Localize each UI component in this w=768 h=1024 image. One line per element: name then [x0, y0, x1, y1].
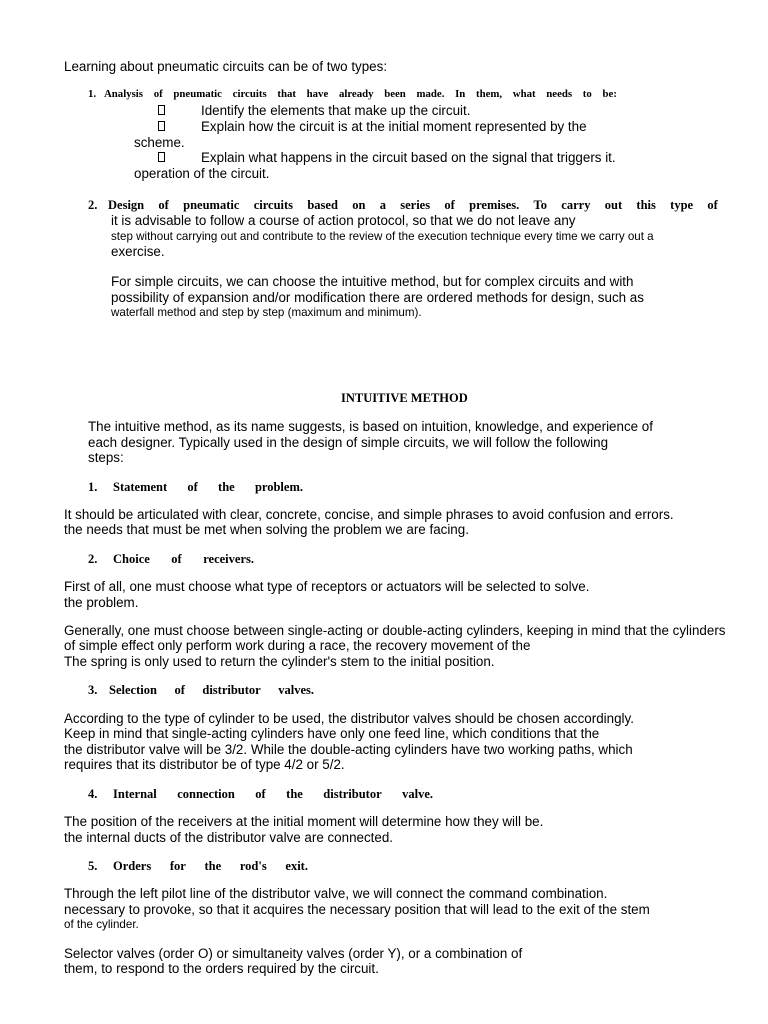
type2-heading [108, 197, 718, 213]
missing-glyph-bullet-icon [158, 121, 165, 131]
heading-word: exit. [285, 859, 308, 873]
heading-word: on [352, 198, 366, 212]
body-line: requires that its distributor be of type 4/2 or 5/2. [64, 757, 345, 772]
body-line: the distributor valve will be 3/2. While the double-acting cylinders have two working paths, which [64, 742, 633, 757]
step-heading [113, 479, 303, 495]
heading-word: been [384, 88, 406, 100]
body-line: Generally, one must choose between single-acting or double-acting cylinders, keeping in mind that the cylinders [64, 623, 726, 638]
body-line: it is advisable to follow a course of action protocol, so that we do not leave any [111, 213, 576, 228]
heading-word: premises. [469, 198, 520, 212]
body-line: step without carrying out and contribute to the review of the execution technique every time we carry out a [111, 230, 654, 243]
heading-word: them, [476, 88, 503, 100]
heading-word: distributor [202, 683, 261, 697]
heading-word: for [169, 859, 186, 873]
heading-word: carry [561, 198, 591, 212]
heading-word: circuits [253, 198, 294, 212]
body-line: According to the type of cylinder to be used, the distributor valves should be chosen accordingly. [64, 711, 634, 726]
heading-word: valves. [278, 683, 314, 697]
heading-word: type [670, 198, 694, 212]
heading-word: of [187, 480, 198, 494]
heading-word: of [158, 198, 169, 212]
heading-word: of [255, 787, 266, 801]
heading-word: Selection [109, 683, 157, 697]
body-line: For simple circuits, we can choose the intuitive method, but for complex circuits and with [111, 274, 634, 289]
heading-word: connection [177, 787, 235, 801]
heading-word: of [707, 198, 718, 212]
heading-word: the [218, 480, 235, 494]
body-line: waterfall method and step by step (maximum and minimum). [111, 306, 422, 319]
heading-word: out [604, 198, 623, 212]
intro-text: Learning about pneumatic circuits can be of two types: [64, 59, 388, 74]
heading-word: to [582, 88, 592, 100]
heading-word: Internal [113, 787, 157, 801]
step-number: 2. [88, 552, 98, 566]
section-title: INTUITIVE METHOD [341, 391, 468, 405]
step-heading [113, 858, 308, 874]
body-line: the problem. [64, 595, 139, 610]
heading-word: made. [416, 88, 445, 100]
heading-word: Choice [113, 552, 150, 566]
body-line: The intuitive method, as its name suggests, is based on intuition, knowledge, and experience of [88, 419, 653, 434]
step-heading [109, 682, 314, 698]
body-line: Through the left pilot line of the distributor valve, we will connect the command combination. [64, 886, 608, 901]
heading-word: pneumatic [183, 198, 240, 212]
body-line: of simple effect only perform work during a race, the recovery movement of the [64, 638, 531, 653]
body-line: Selector valves (order O) or simultaneity valves (order Y), or a combination of [64, 946, 523, 961]
heading-word: needs [546, 88, 573, 100]
heading-word: of [444, 198, 455, 212]
body-line: necessary to provoke, so that it acquires the necessary position that will lead to the exit of the stem [64, 902, 650, 917]
heading-word: that [277, 88, 296, 100]
heading-word: the [286, 787, 303, 801]
heading-word: of [153, 88, 163, 100]
heading-word: this [636, 198, 656, 212]
body-line: First of all, one must choose what type of receptors or actuators will be selected to solve. [64, 579, 590, 594]
type2-number: 2. [88, 198, 98, 212]
bullet-text: Explain what happens in the circuit based on the signal that triggers it. [201, 150, 616, 165]
heading-word: Design [108, 198, 145, 212]
missing-glyph-bullet-icon [158, 152, 165, 162]
heading-word: Analysis [104, 88, 144, 100]
heading-word: based [307, 198, 338, 212]
body-line: possibility of expansion and/or modification there are ordered methods for design, such as [111, 290, 644, 305]
heading-word: of [171, 552, 182, 566]
body-line: the needs that must be met when solving the problem we are facing. [64, 522, 469, 537]
body-line: them, to respond to the orders required by the circuit. [64, 961, 379, 976]
heading-word: Statement [113, 480, 168, 494]
body-line: the internal ducts of the distributor valve are connected. [64, 830, 394, 845]
heading-word: be: [602, 88, 617, 100]
heading-word: what [512, 88, 536, 100]
heading-word: a [379, 198, 386, 212]
heading-word: rod's [239, 859, 267, 873]
heading-word: valve. [402, 787, 433, 801]
heading-word: of [174, 683, 185, 697]
step-number: 3. [88, 683, 98, 697]
body-line: exercise. [111, 244, 165, 259]
body-line: Keep in mind that single-acting cylinders have only one feed line, which conditions that the [64, 726, 600, 741]
type1-heading [104, 86, 617, 102]
step-heading [113, 551, 254, 567]
type1-number: 1. [88, 88, 97, 100]
heading-word: pneumatic [173, 88, 222, 100]
bullet-text: Identify the elements that make up the circuit. [201, 103, 471, 118]
heading-word: already [338, 88, 374, 100]
body-line: each designer. Typically used in the design of simple circuits, we will follow the following [88, 435, 609, 450]
heading-word: In [455, 88, 466, 100]
step-number: 1. [88, 480, 98, 494]
heading-word: the [204, 859, 222, 873]
body-line: of the cylinder. [64, 918, 139, 931]
heading-word: Orders [113, 859, 152, 873]
bullet-continuation: operation of the circuit. [134, 166, 270, 181]
step-number: 5. [88, 859, 98, 873]
heading-word: circuits [232, 88, 267, 100]
step-number: 4. [88, 787, 98, 801]
missing-glyph-bullet-icon [158, 105, 165, 115]
heading-word: receivers. [203, 552, 254, 566]
body-line: It should be articulated with clear, concrete, concise, and simple phrases to avoid confusion and errors. [64, 507, 674, 522]
body-line: steps: [88, 450, 124, 465]
body-line: The spring is only used to return the cylinder's stem to the initial position. [64, 654, 495, 669]
bullet-continuation: scheme. [134, 135, 185, 150]
bullet-text: Explain how the circuit is at the initial moment represented by the [201, 119, 587, 134]
body-line: The position of the receivers at the initial moment will determine how they will be. [64, 814, 544, 829]
step-heading [113, 786, 433, 802]
heading-word: problem. [254, 480, 303, 494]
heading-word: distributor [323, 787, 382, 801]
heading-word: To [533, 198, 547, 212]
heading-word: have [306, 88, 329, 100]
heading-word: series [400, 198, 431, 212]
